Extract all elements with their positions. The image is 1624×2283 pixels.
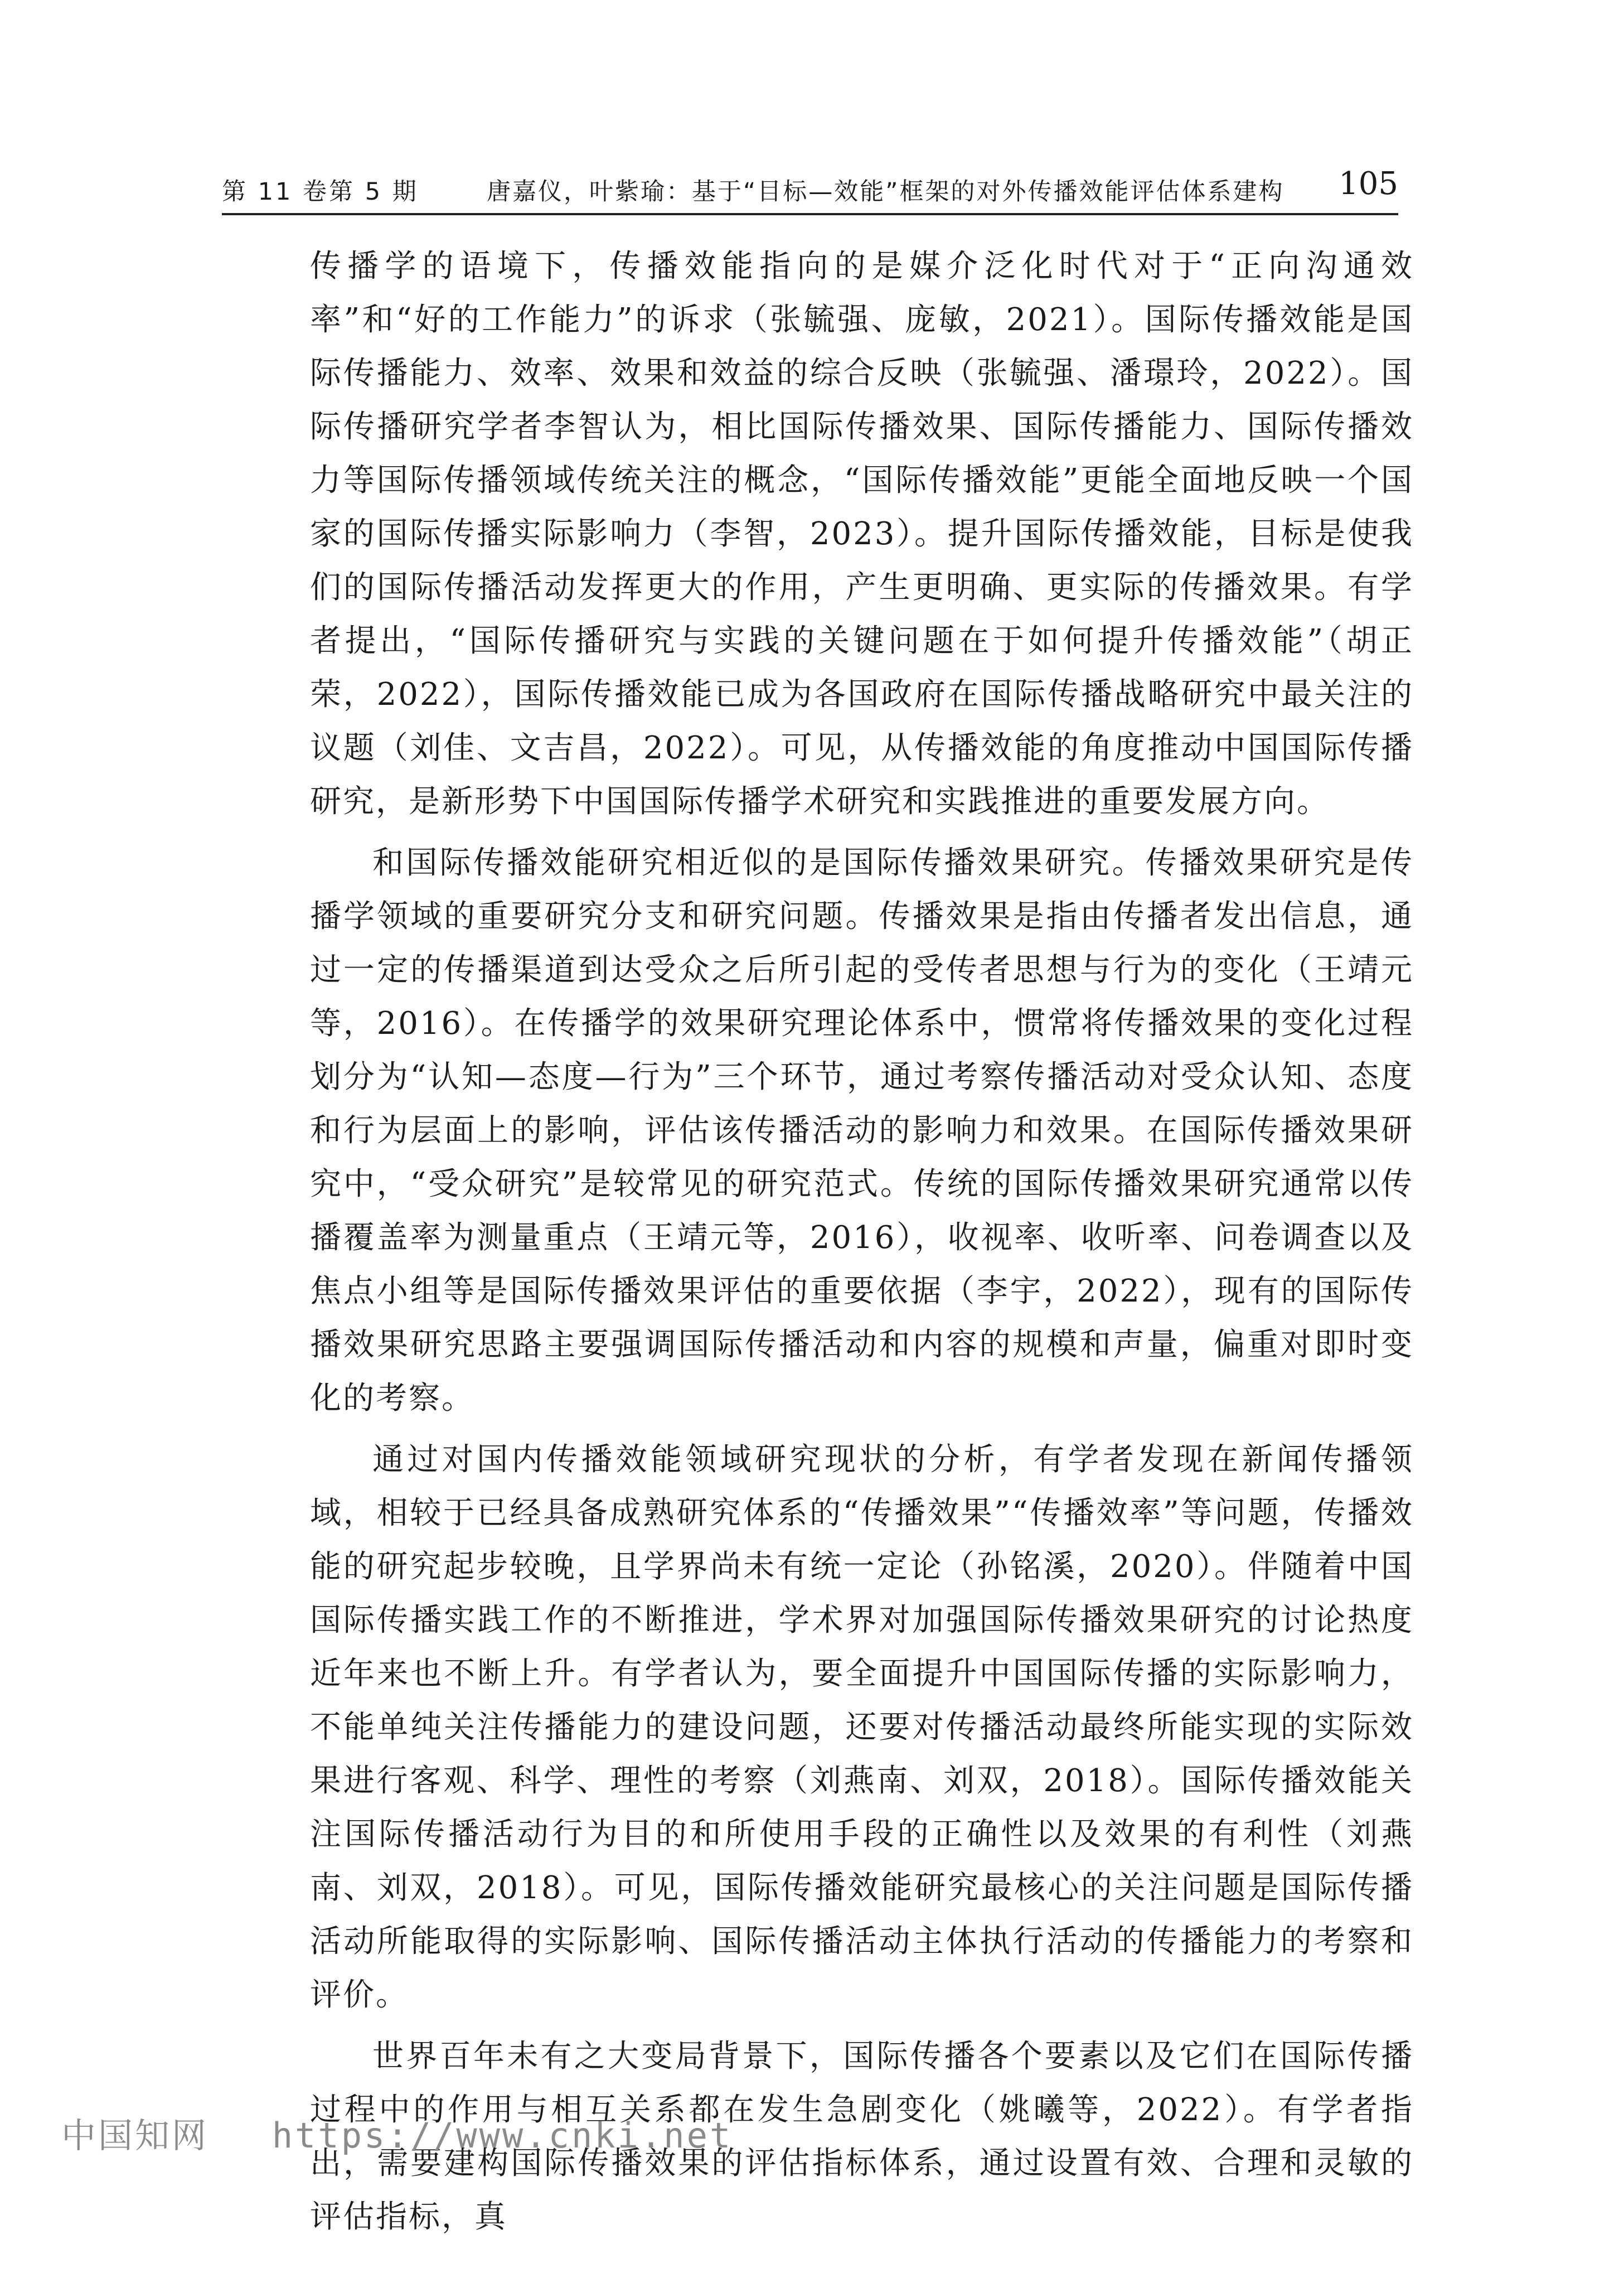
- article-body: [310, 240, 1414, 2252]
- cnki-brand: 中国知网: [61, 2115, 209, 2156]
- paragraph-4: 世界百年未有之大变局背景下，国际传播各个要素以及它们在国际传播过程中的作用与相互关系都在发生急剧变化（姚曦等，2022）。有学者指出，需要建构国际传播效果的评估指标体系，通过设置有效、合理和灵敏的评估指标，真: [310, 2038, 1414, 2235]
- cnki-url[interactable]: https://www.cnki.net: [272, 2115, 733, 2156]
- header-rule: [222, 213, 1398, 215]
- paragraph-2: 和国际传播效能研究相近似的是国际传播效果研究。传播效果研究是传播学领域的重要研究分支和研究问题。传播效果是指由传播者发出信息，通过一定的传播渠道到达受众之后所引起的受传者思想与行为的变化（王靖元等，2016）。在传播学的效果研究理论体系中，惯常将传播效果的变化过程划分为“认知—态度—行为”三个环节，通过考察传播活动对受众认知、态度和行为层面上的影响，评估该传播活动的影响力和效果。在国际传播效果研究中，“受众研究”是较常见的研究范式。传统的国际传播效果研究通常以传播覆盖率为测量重点（王靖元等，2016），收视率、收听率、问卷调查以及焦点小组等是国际传播效果评估的重要依据（李宇，2022），现有的国际传播效果研究思路主要强调国际传播活动和内容的规模和声量，偏重对即时变化的考察。: [310, 845, 1414, 1416]
- paragraph-1: 传播学的语境下，传播效能指向的是媒介泛化时代对于“正向沟通效率”和“好的工作能力”的诉求（张毓强、庞敏，2021）。国际传播效能是国际传播能力、效率、效果和效益的综合反映（张毓强、潘璟玲，2022）。国际传播研究学者李智认为，相比国际传播效果、国际传播能力、国际传播效力等国际传播领域传统关注的概念，“国际传播效能”更能全面地反映一个国家的国际传播实际影响力（李智，2023）。提升国际传播效能，目标是使我们的国际传播活动发挥更大的作用，产生更明确、更实际的传播效果。有学者提出，“国际传播研究与实践的关键问题在于如何提升传播效能”（胡正荣，2022），国际传播效能已成为各国政府在国际传播战略研究中最关注的议题（刘佳、文吉昌，2022）。可见，从传播效能的角度推动中国国际传播研究，是新形势下中国国际传播学术研究和实践推进的重要发展方向。: [310, 248, 1414, 820]
- paragraph-3: 通过对国内传播效能领域研究现状的分析，有学者发现在新闻传播领域，相较于已经具备成熟研究体系的“传播效果”“传播效率”等问题，传播效能的研究起步较晚，且学界尚未有统一定论（孙铭溪，2020）。伴随着中国国际传播实践工作的不断推进，学术界对加强国际传播效果研究的讨论热度近年来也不断上升。有学者认为，要全面提升中国国际传播的实际影响力，不能单纯关注传播能力的建设问题，还要对传播活动最终所能实现的实际效果进行客观、科学、理性的考察（刘燕南、刘双，2018）。国际传播效能关注国际传播活动行为目的和所使用手段的正确性以及效果的有利性（刘燕南、刘双，2018）。可见，国际传播效能研究最核心的关注问题是国际传播活动所能取得的实际影响、国际传播活动主体执行活动的传播能力的考察和评价。: [310, 1442, 1414, 2013]
- watermark-footer: [61, 2108, 733, 2175]
- article-running-title: 唐嘉仪，叶紫瑜：基于“目标—效能”框架的对外传播效能评估体系建构: [487, 178, 1284, 206]
- running-header: [222, 163, 1398, 213]
- journal-volume-issue: 第 11 卷第 5 期: [222, 178, 419, 206]
- page-number: 105: [1339, 166, 1398, 202]
